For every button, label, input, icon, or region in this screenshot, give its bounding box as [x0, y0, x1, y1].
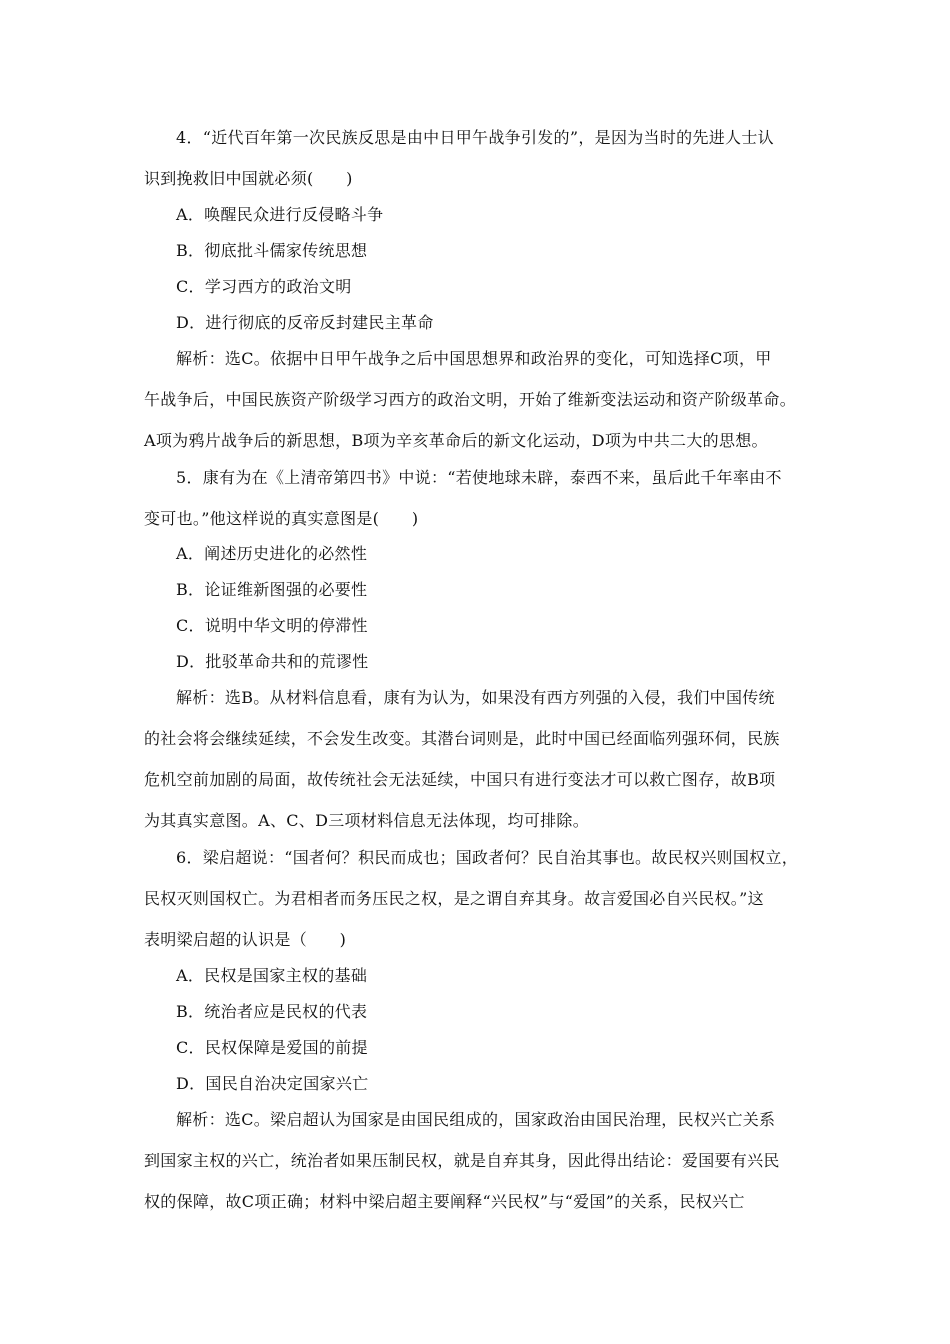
q4-option-d: D．进行彻底的反帝反封建民主革命	[176, 313, 434, 332]
q6-option-d: D．国民自治决定国家兴亡	[176, 1074, 369, 1093]
q6-option-b: B．统治者应是民权的代表	[176, 1002, 368, 1021]
q6-stem-line-3: 表明梁启超的认识是（ )	[144, 930, 347, 949]
q5-stem-line-2: 变可也。”他这样说的真实意图是( )	[144, 509, 419, 528]
q4-analysis-line-3: A项为鸦片战争后的新思想，B项为辛亥革命后的新文化运动，D项为中共二大的思想。	[144, 431, 768, 450]
q5-option-b: B．论证维新图强的必要性	[176, 580, 368, 599]
q4-stem-line-1: 4．“近代百年第一次民族反思是由中日甲午战争引发的”，是因为当时的先进人士认	[176, 128, 774, 147]
q6-analysis-line-2: 到国家主权的兴亡，统治者如果压制民权，就是自弃其身，因此得出结论：爱国要有兴民	[144, 1151, 780, 1170]
q5-stem-line-1: 5．康有为在《上清帝第四书》中说：“若使地球未辟，泰西不来，虽后此千年率由不	[176, 468, 782, 487]
q6-option-a: A．民权是国家主权的基础	[176, 966, 368, 985]
q5-option-a: A．阐述历史进化的必然性	[176, 544, 368, 563]
q4-option-a: A．唤醒民众进行反侵略斗争	[176, 205, 384, 224]
q5-analysis-line-2: 的社会将会继续延续，不会发生改变。其潜台词则是，此时中国已经面临列强环伺，民族	[144, 729, 780, 748]
q4-stem-line-2: 识到挽救旧中国就必须( )	[144, 169, 353, 188]
q5-analysis-line-4: 为其真实意图。A、C、D三项材料信息无法体现，均可排除。	[144, 811, 590, 830]
q6-stem-line-1: 6．梁启超说：“国者何？积民而成也；国政者何？民自治其事也。故民权兴则国权立，	[176, 848, 799, 867]
q5-analysis-line-3: 危机空前加剧的局面，故传统社会无法延续，中国只有进行变法才可以救亡图存，故B项	[144, 770, 776, 789]
q4-analysis-line-1: 解析：选C。依据中日甲午战争之后中国思想界和政治界的变化，可知选择C项，甲	[176, 349, 772, 368]
q6-analysis-line-3: 权的保障，故C项正确；材料中梁启超主要阐释“兴民权”与“爱国”的关系，民权兴亡	[144, 1192, 745, 1211]
q4-option-c: C．学习西方的政治文明	[176, 277, 352, 296]
q4-option-b: B．彻底批斗儒家传统思想	[176, 241, 368, 260]
q6-option-c: C．民权保障是爱国的前提	[176, 1038, 368, 1057]
q6-analysis-line-1: 解析：选C。梁启超认为国家是由国民组成的，国家政治由国民治理，民权兴亡关系	[176, 1110, 776, 1129]
q5-analysis-line-1: 解析：选B。从材料信息看，康有为认为，如果没有西方列强的入侵，我们中国传统	[176, 688, 775, 707]
q4-analysis-line-2: 午战争后，中国民族资产阶级学习西方的政治文明，开始了维新变法运动和资产阶级革命。	[144, 390, 797, 409]
q5-option-d: D．批驳革命共和的荒谬性	[176, 652, 369, 671]
q5-option-c: C．说明中华文明的停滞性	[176, 616, 368, 635]
q6-stem-line-2: 民权灭则国权亡。为君相者而务压民之权，是之谓自弃其身。故言爱国必自兴民权。”这	[144, 889, 764, 908]
